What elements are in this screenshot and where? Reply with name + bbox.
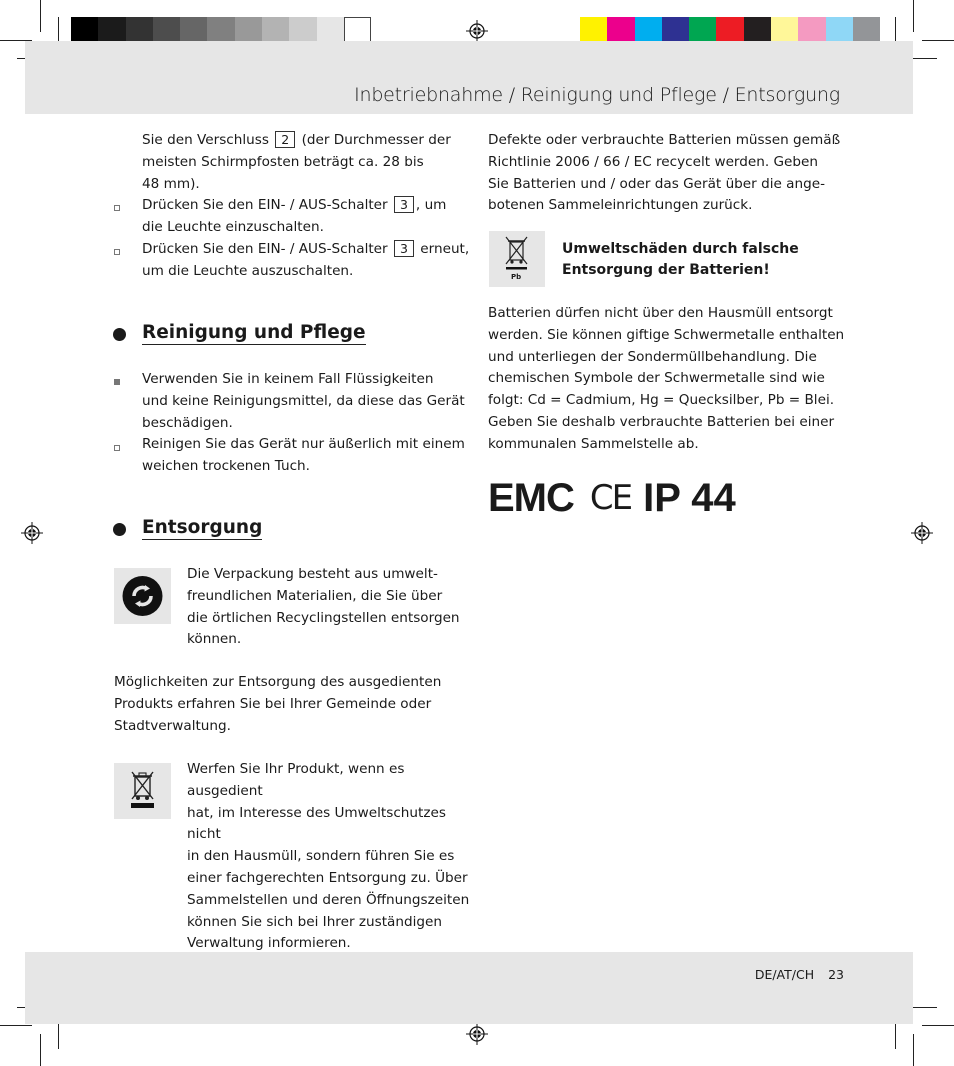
crop-mark: [913, 1034, 914, 1066]
bullet-icon: [114, 445, 120, 451]
crop-mark: [913, 0, 914, 32]
cleaning-text: Verwenden Sie in keinem Fall Flüssigkeiten: [142, 371, 434, 387]
registration-mark-icon: [911, 522, 933, 544]
cleaning-text: Reinigen Sie das Gerät nur äußerlich mit einem: [142, 436, 465, 452]
info-line: Geben Sie deshalb verbrauchte Batterien bei einer: [488, 413, 835, 430]
options-line: Möglichkeiten zur Entsorgung des ausgedienten: [114, 674, 442, 690]
step-text: um die Leuchte auszuschalten.: [142, 262, 354, 279]
cleaning-text: beschädigen.: [142, 414, 233, 431]
crop-mark: [40, 0, 41, 32]
weee-line: Verwaltung informieren.: [187, 935, 351, 952]
battery-text: [488, 130, 848, 217]
cleaning-item: [142, 434, 472, 478]
ip-rating: IP 44: [643, 476, 736, 520]
weee-line: in den Hausmüll, sondern führen Sie es: [187, 848, 455, 865]
intro-text: [142, 130, 472, 195]
ref-number-box: 2: [275, 131, 295, 148]
section-bullet-icon: [113, 328, 126, 341]
battery-line: Sie Batterien und / oder das Gerät über die ange-: [488, 175, 826, 192]
section-heading-cleaning: Reinigung und Pflege: [142, 322, 366, 343]
bullet-icon: [114, 379, 120, 385]
weee-line: einer fachgerechten Entsorgung zu. Über: [187, 869, 468, 886]
battery-line: botenen Sammeleinrichtungen zurück.: [488, 197, 753, 214]
footer-page-info: [755, 967, 844, 982]
registration-mark-icon: [466, 20, 488, 42]
options-line: Stadtverwaltung.: [114, 717, 231, 734]
step-text: Drücken Sie den EIN- / AUS-Schalter: [142, 197, 388, 213]
step-item: [142, 239, 472, 283]
green-dot-recycling-icon: [114, 568, 171, 624]
ref-number-box: 3: [394, 196, 414, 213]
battery-info-text: [488, 303, 858, 456]
registration-mark-icon: [466, 1023, 488, 1045]
crop-mark: [0, 1025, 32, 1026]
info-line: Batterien dürfen nicht über den Hausmüll entsorgt: [488, 305, 833, 321]
cleaning-text: weichen trockenen Tuch.: [142, 457, 310, 474]
weee-line: Sammelstellen und deren Öffnungszeiten: [187, 891, 470, 908]
section-bullet-icon: [113, 523, 126, 536]
info-line: folgt: Cd = Cadmium, Hg = Quecksilber, Pb = Blei.: [488, 392, 835, 409]
page-number: 23: [828, 967, 844, 982]
intro-line: meisten Schirmpfosten beträgt ca. 28 bis: [142, 153, 424, 170]
packaging-line: freundlichen Materialien, die Sie über: [187, 587, 443, 604]
emc-mark: EMC: [488, 476, 574, 520]
cleaning-text: und keine Reinigungsmittel, da diese das Gerät: [142, 392, 465, 409]
disposal-options-text: [114, 672, 474, 737]
footer-region: DE/AT/CH: [754, 967, 815, 982]
bullet-icon: [114, 205, 120, 211]
registration-mark-icon: [21, 522, 43, 544]
step-text: die Leuchte einzuschalten.: [142, 218, 324, 235]
step-text: , um: [415, 197, 447, 213]
packaging-text: [187, 564, 472, 651]
footer-band: [25, 952, 913, 1024]
packaging-line: Die Verpackung besteht aus umwelt-: [187, 566, 438, 582]
battery-warning: [562, 239, 862, 281]
weee-icon-box: [114, 763, 171, 819]
battery-line: Richtlinie 2006 / 66 / EC recycelt werden. Geben: [488, 153, 819, 170]
intro-prefix: Sie den Verschluss: [142, 132, 269, 148]
battery-bin-icon-box: [489, 231, 545, 287]
info-line: werden. Sie können giftige Schwermetalle enthalten: [488, 326, 845, 343]
weee-text: [187, 759, 477, 955]
battery-line: Defekte oder verbrauchte Batterien müssen gemäß: [488, 132, 841, 148]
packaging-line: können.: [187, 631, 242, 648]
options-line: Produkts erfahren Sie bei Ihrer Gemeinde oder: [114, 695, 432, 712]
bullet-icon: [114, 249, 120, 255]
step-item: [142, 195, 472, 239]
weee-line: hat, im Interesse des Umweltschutzes nicht: [187, 804, 446, 843]
pb-label: Pb: [511, 273, 522, 281]
info-line: chemischen Symbole der Schwermetalle sind wie: [488, 370, 825, 387]
weee-line: Werfen Sie Ihr Produkt, wenn es ausgedient: [187, 761, 405, 799]
packaging-line: die örtlichen Recyclingstellen entsorgen: [187, 609, 460, 626]
info-line: und unterliegen der Sondermüllbehandlung. Die: [488, 348, 817, 365]
info-line: kommunalen Sammelstelle ab.: [488, 435, 699, 452]
certification-marks: [488, 478, 736, 518]
ref-number-box: 3: [394, 240, 414, 257]
warning-line: Umweltschäden durch falsche: [562, 241, 799, 257]
page-title: Inbetriebnahme / Reinigung und Pflege / Entsorgung: [354, 84, 840, 106]
warning-line: Entsorgung der Batterien!: [562, 262, 770, 278]
crop-mark: [922, 1025, 954, 1026]
recycling-icon-box: [114, 568, 171, 624]
step-text: erneut,: [420, 241, 470, 257]
crop-mark: [922, 40, 954, 41]
intro-suffix: (der Durchmesser der: [301, 132, 451, 148]
crop-mark: [40, 1034, 41, 1066]
crossed-bin-icon: [114, 763, 171, 819]
intro-line: 48 mm).: [142, 175, 200, 192]
weee-line: können Sie sich bei Ihrer zuständigen: [187, 913, 442, 930]
ce-mark-icon: CE: [589, 478, 632, 518]
step-text: Drücken Sie den EIN- / AUS-Schalter: [142, 241, 388, 257]
cleaning-item: [142, 369, 472, 434]
section-heading-disposal: Entsorgung: [142, 517, 263, 538]
